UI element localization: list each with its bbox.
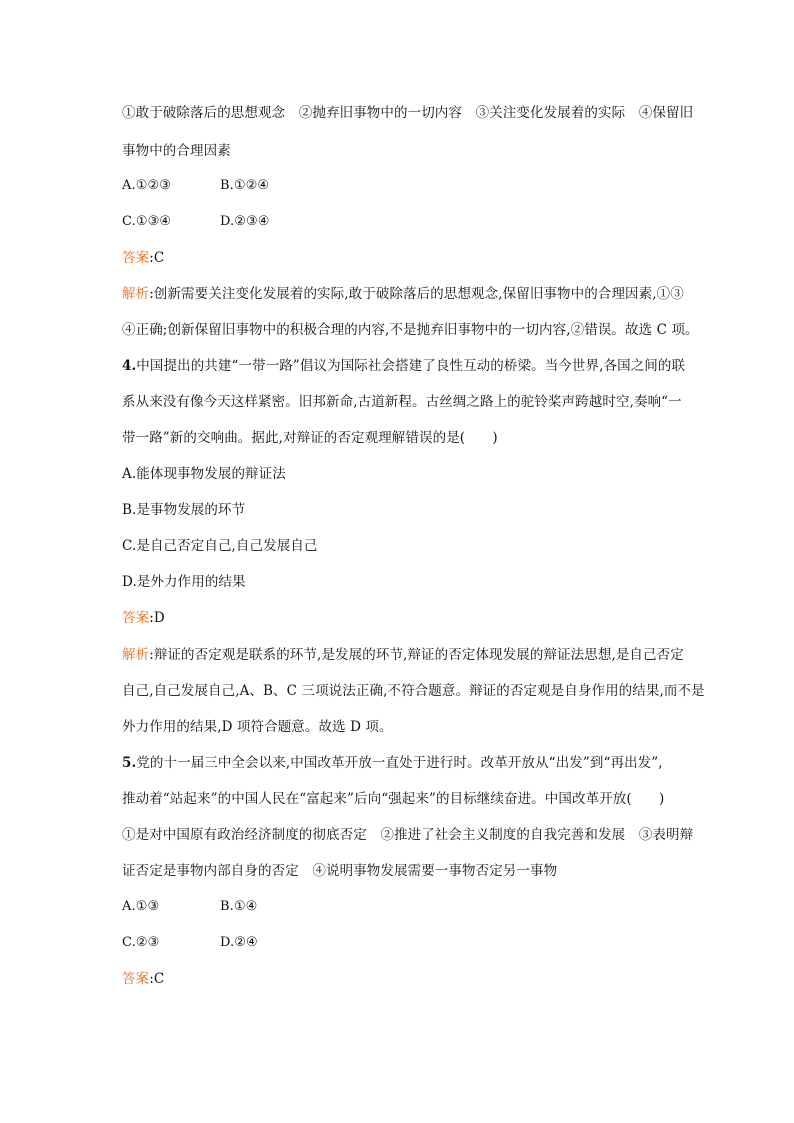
q5-option-a: A.①③ — [122, 899, 160, 914]
analysis-separator: : — [149, 647, 154, 663]
answer-separator: : — [149, 250, 154, 266]
q3-items-line-2: 事物中的合理因素 — [122, 143, 231, 159]
answer-label: 答案 — [122, 610, 150, 626]
q3-option-a: A.①②③ — [122, 178, 171, 193]
analysis-label: 解析 — [122, 647, 150, 663]
q4-stem-line-3: 带一路”新的交响曲。据此,对辩证的否定观理解错误的是( ) — [122, 430, 498, 446]
q3-option-b: B.①②④ — [220, 178, 270, 193]
q5-stem-line-2: 推动着“站起来”的中国人民在“富起来”后向“强起来”的目标继续奋进。中国改革开放( ) — [122, 791, 665, 807]
q4-stem-line-2: 系从来没有像今天这样紧密。旧邦新命,古道新程。古丝绸之路上的驼铃桨声跨越时空,奏响“一 — [122, 394, 682, 410]
q5-items-line-1: ①是对中国原有政治经济制度的彻底否定 ②推进了社会主义制度的自我完善和发展 ③表明辩 — [122, 827, 694, 843]
q3-analysis-line-2: ④正确;创新保留旧事物中的积极合理的内容,不是抛弃旧事物中的一切内容,②错误。故选 C 项。 — [122, 322, 699, 338]
q3-option-d: D.②③④ — [220, 214, 270, 229]
q5-option-d: D.②④ — [220, 935, 258, 950]
q4-stem-line-1 — [122, 356, 685, 376]
q5-items-line-2: 证否定是事物内部自身的否定 ④说明事物发展需要一事物否定另一事物 — [122, 863, 558, 879]
q3-answer — [122, 248, 164, 268]
q3-option-c: C.①③④ — [122, 214, 172, 229]
answer-value: C — [153, 250, 165, 266]
answer-separator: : — [149, 971, 154, 987]
q5-stem-line-1 — [122, 753, 663, 773]
question-text: 党的十一届三中全会以来,中国改革开放一直处于进行时。改革开放从“出发”到“再出发”, — [136, 755, 663, 771]
analysis-label: 解析 — [122, 286, 150, 302]
q4-option-b: B.是事物发展的环节 — [122, 502, 246, 518]
q4-analysis-line-3: 外力作用的结果,D 项符合题意。故选 D 项。 — [122, 719, 393, 735]
q5-option-c: C.②③ — [122, 935, 160, 950]
question-number: 5. — [122, 755, 137, 771]
answer-separator: : — [149, 610, 154, 626]
analysis-text: 辩证的否定观是联系的环节,是发展的环节,辩证的否定体现发展的辩证法思想,是自己否定 — [153, 647, 684, 663]
analysis-text: 创新需要关注变化发展着的实际,敢于破除落后的思想观念,保留旧事物中的合理因素,①③ — [153, 286, 684, 302]
analysis-separator: : — [149, 286, 154, 302]
answer-label: 答案 — [122, 250, 150, 266]
question-text: 中国提出的共建“一带一路”倡议为国际社会搭建了良性互动的桥梁。当今世界,各国之间的联 — [136, 358, 686, 374]
q4-option-d: D.是外力作用的结果 — [122, 574, 246, 590]
q4-option-c: C.是自己否定自己,自己发展自己 — [122, 538, 318, 554]
answer-label: 答案 — [122, 971, 150, 987]
q3-analysis-line-1 — [122, 284, 684, 304]
q4-option-a: A.能体现事物发展的辩证法 — [122, 466, 286, 482]
answer-value: D — [153, 610, 165, 626]
q5-answer — [122, 969, 164, 989]
q4-answer — [122, 608, 165, 628]
q3-items-line-1: ①敢于破除落后的思想观念 ②抛弃旧事物中的一切内容 ③关注变化发展着的实际 ④保留旧 — [122, 105, 694, 121]
q4-analysis-line-1 — [122, 645, 684, 665]
q5-option-b: B.①④ — [220, 899, 258, 914]
question-number: 4. — [122, 358, 137, 374]
answer-value: C — [153, 971, 165, 987]
q4-analysis-line-2: 自己,自己发展自己,A、B、C 三项说法正确,不符合题意。辩证的否定观是自身作用的结果,而不是 — [122, 683, 705, 699]
